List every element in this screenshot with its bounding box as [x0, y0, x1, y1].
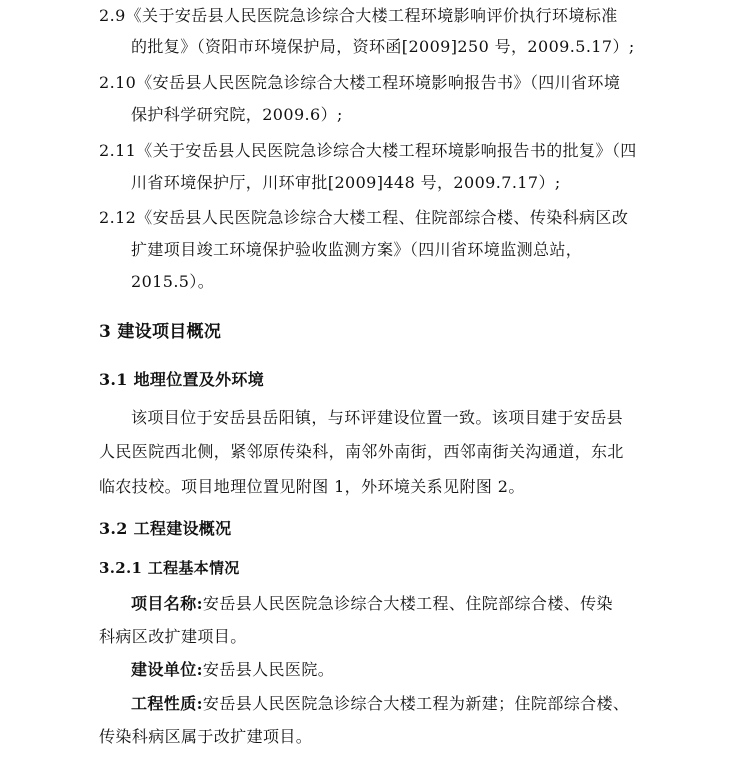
reference-2-12-line3: 2015.5）。 — [131, 272, 215, 291]
builder-line — [131, 660, 334, 680]
section-3-heading: 3 建设项目概况 — [99, 322, 222, 342]
project-name-line2: 科病区改扩建项目。 — [99, 627, 247, 646]
project-name-value: 安岳县人民医院急诊综合大楼工程、住院部综合楼、传染 — [202, 594, 613, 613]
reference-text: 《安岳县人民医院急诊综合大楼工程环境影响报告书》（四川省环境 — [136, 73, 621, 92]
reference-number: 2.10 — [99, 73, 137, 92]
reference-2-10-line1 — [99, 73, 620, 93]
reference-2-10-line2: 保护科学研究院，2009.6）; — [131, 105, 343, 124]
section-3-1-para-line1: 该项目位于安岳县岳阳镇，与环评建设位置一致。该项目建于安岳县 — [131, 408, 624, 427]
reference-number: 2.11 — [99, 141, 137, 160]
builder-label: 建设单位: — [131, 660, 203, 679]
section-3-1-para-line3: 临农技校。项目地理位置见附图 1，外环境关系见附图 2。 — [99, 477, 525, 496]
reference-2-9-line1 — [99, 6, 618, 26]
nature-line1 — [131, 694, 629, 714]
nature-label: 工程性质: — [131, 694, 203, 713]
reference-2-12-line1 — [99, 208, 628, 228]
nature-line2: 传染科病区属于改扩建项目。 — [99, 727, 313, 746]
reference-2-9-line2: 的批复》（资阳市环境保护局，资环函[2009]250 号，2009.5.17）; — [131, 37, 635, 56]
section-3-2-1-heading: 3.2.1 工程基本情况 — [99, 559, 240, 577]
reference-2-12-line2: 扩建项目竣工环境保护验收监测方案》（四川省环境监测总站， — [131, 240, 583, 259]
section-3-1-para-line2: 人民医院西北侧，紧邻原传染科，南邻外南街，西邻南街关沟通道，东北 — [99, 442, 624, 461]
project-name-label: 项目名称: — [131, 594, 203, 613]
reference-text: 《安岳县人民医院急诊综合大楼工程、住院部综合楼、传染科病区改 — [136, 208, 629, 227]
project-name-line1 — [131, 594, 613, 614]
nature-value: 安岳县人民医院急诊综合大楼工程为新建；住院部综合楼、 — [202, 694, 630, 713]
reference-text: 《关于安岳县人民医院急诊综合大楼工程环境影响报告书的批复》（四 — [136, 141, 637, 160]
section-3-2-heading: 3.2 工程建设概况 — [99, 519, 232, 538]
reference-text: 《关于安岳县人民医院急诊综合大楼工程环境影响评价执行环境标准 — [125, 6, 618, 25]
builder-value: 安岳县人民医院。 — [202, 660, 335, 679]
reference-number: 2.9 — [99, 6, 126, 25]
section-3-1-heading: 3.1 地理位置及外环境 — [99, 370, 265, 389]
reference-number: 2.12 — [99, 208, 137, 227]
reference-2-11-line2: 川省环境保护厅，川环审批[2009]448 号，2009.7.17）; — [131, 173, 561, 192]
reference-2-11-line1 — [99, 141, 637, 161]
